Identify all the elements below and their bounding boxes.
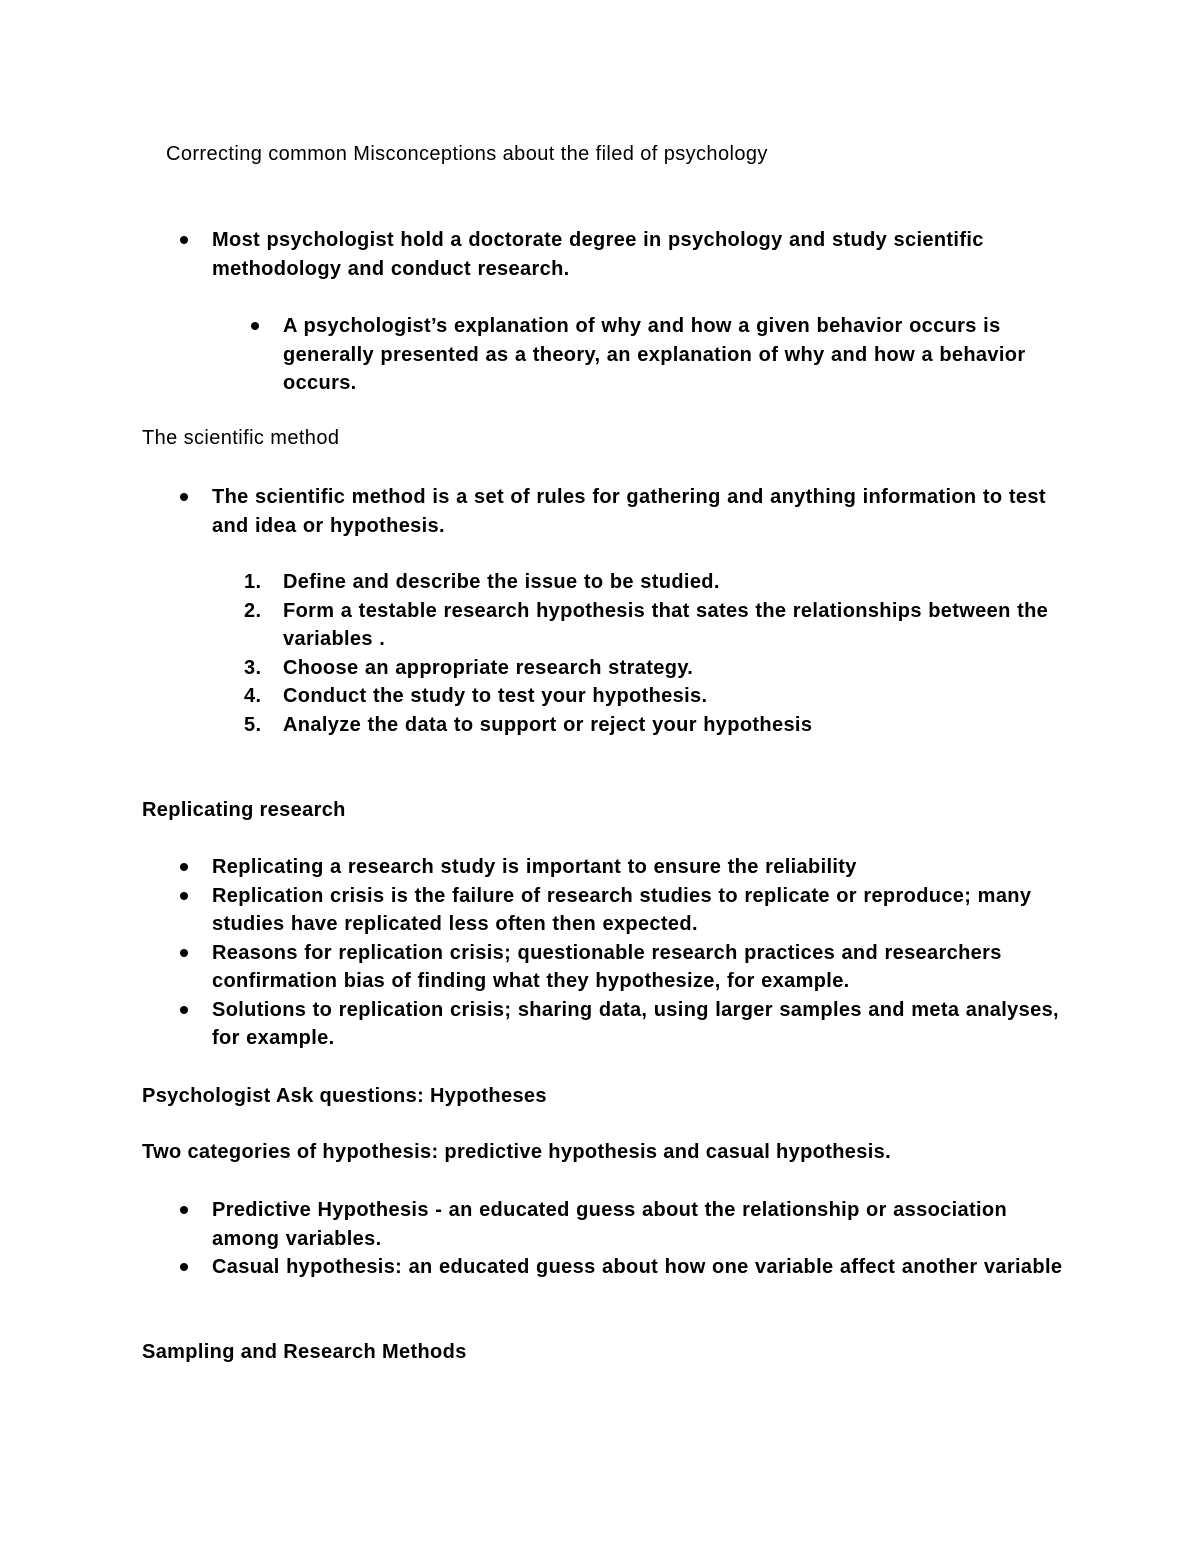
list-item: Most psychologist hold a doctorate degree in psychology and study scientific methodology and conduct research. xyxy=(0,226,1072,283)
bullet-icon xyxy=(180,949,188,957)
section-replicating-list xyxy=(0,853,1200,1053)
list-item: The scientific method is a set of rules for gathering and anything information to test and idea or hypothesis. xyxy=(0,483,1072,540)
bullet-icon xyxy=(180,892,188,900)
section-heading-replicating-research: Replicating research xyxy=(142,799,346,821)
bullet-icon xyxy=(180,863,188,871)
scientific-method-steps xyxy=(0,568,1200,739)
list-item: Casual hypothesis: an educated guess about how one variable affect another variable xyxy=(0,1253,1072,1282)
section-heading-hypotheses: Psychologist Ask questions: Hypotheses xyxy=(142,1085,547,1107)
list-item: Replication crisis is the failure of research studies to replicate or reproduce; many studies have replicated less often then expected. xyxy=(0,882,1072,939)
section-misconceptions-list xyxy=(0,226,1200,283)
list-item: Solutions to replication crisis; sharing data, using larger samples and meta analyses, for example. xyxy=(0,996,1072,1053)
document-title: Correcting common Misconceptions about the filed of psychology xyxy=(166,143,768,165)
section-misconceptions-sublist xyxy=(0,312,1200,398)
numbered-step: 1. Define and describe the issue to be studied. xyxy=(244,571,720,593)
section-scientific-method-list xyxy=(0,483,1200,540)
list-item: Replicating a research study is important to ensure the reliability xyxy=(0,853,1072,882)
bullet-icon xyxy=(251,322,259,330)
section-heading-scientific-method: The scientific method xyxy=(142,427,340,449)
bullet-icon xyxy=(180,493,188,501)
numbered-step: 3. Choose an appropriate research strategy. xyxy=(244,656,694,679)
bullet-icon xyxy=(180,1263,188,1271)
list-item: Reasons for replication crisis; questionable research practices and researchers confirmation bias of finding what they hypothesize, for example. xyxy=(0,939,1072,996)
list-item: Predictive Hypothesis - an educated guess about the relationship or association among variables. xyxy=(0,1196,1072,1253)
list-item: A psychologist’s explanation of why and how a given behavior occurs is generally presented as a theory, an explanation of why and how a behavior occurs. xyxy=(0,312,1063,398)
hypotheses-intro: Two categories of hypothesis: predictive hypothesis and casual hypothesis. xyxy=(142,1141,892,1163)
numbered-step: 4. Conduct the study to test your hypothesis. xyxy=(244,685,708,707)
bullet-icon xyxy=(180,1006,188,1014)
numbered-step: 2. Form a testable research hypothesis that sates the relationships between the variables . xyxy=(244,599,1049,650)
section-hypotheses-list xyxy=(0,1196,1200,1282)
bullet-icon xyxy=(180,1206,188,1214)
bullet-icon xyxy=(180,236,188,244)
numbered-step: 5. Analyze the data to support or reject your hypothesis xyxy=(244,713,813,736)
section-heading-sampling: Sampling and Research Methods xyxy=(142,1341,467,1363)
